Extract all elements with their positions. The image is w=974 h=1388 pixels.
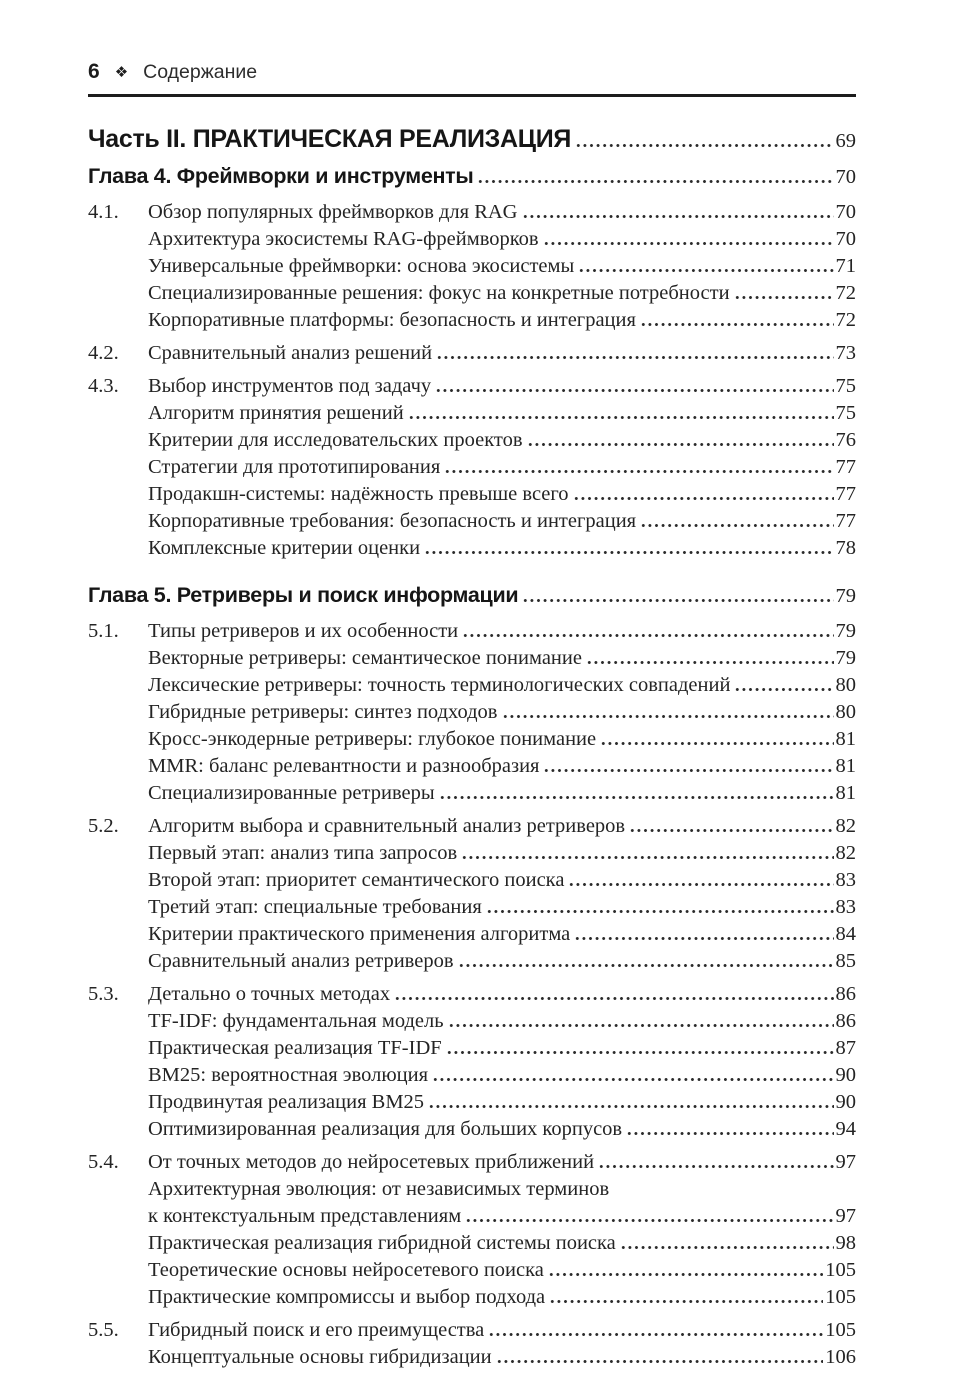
toc-entry-page: 94 <box>835 1118 856 1140</box>
dot-leader <box>734 296 834 299</box>
toc-entry <box>88 1230 856 1257</box>
toc-entry <box>88 427 856 454</box>
toc-entry-title: Продвинутая реализация BM25 <box>148 1091 425 1113</box>
toc-entry-page: 78 <box>835 537 856 559</box>
toc-entry-page: 97 <box>835 1151 856 1173</box>
toc-entry-page: 90 <box>835 1091 856 1113</box>
toc-entry-title: Часть II. ПРАКТИЧЕСКАЯ РЕАЛИЗАЦИЯ <box>88 125 572 153</box>
running-header <box>88 60 856 97</box>
toc-entry-title: Сравнительный анализ ретриверов <box>148 950 454 972</box>
toc-entry-page: 81 <box>835 782 856 804</box>
toc-entry <box>88 253 856 280</box>
toc-entry-title: Векторные ретриверы: семантическое понимание <box>148 647 582 669</box>
toc-entry-page: 69 <box>835 130 856 152</box>
toc-entry-title: Стратегии для прототипирования <box>148 456 441 478</box>
toc-entry-page: 81 <box>835 728 856 750</box>
dot-leader <box>598 1165 833 1168</box>
toc-entry-title: Второй этап: приоритет семантического поиска <box>148 869 565 891</box>
toc-entry-title: Корпоративные платформы: безопасность и интеграция <box>148 309 636 331</box>
toc-entry-page: 77 <box>835 456 856 478</box>
toc-entry-title: Теоретические основы нейросетевого поиска <box>148 1259 544 1281</box>
dot-leader <box>548 1273 823 1276</box>
toc-entry-page: 71 <box>835 255 856 277</box>
toc-entry <box>88 726 856 753</box>
toc-entry-title: Первый этап: анализ типа запросов <box>148 842 458 864</box>
page-number: 6 <box>88 60 100 83</box>
toc-entry-page: 82 <box>835 842 856 864</box>
toc-entry <box>88 645 856 672</box>
toc-entry <box>88 199 856 226</box>
toc-entry-page: 77 <box>835 483 856 505</box>
toc-entry-title: Алгоритм выбора и сравнительный анализ ретриверов <box>148 815 626 837</box>
toc-entry <box>88 1149 856 1176</box>
toc-entry-title: Лексические ретриверы: точность терминологических совпадений <box>148 674 731 696</box>
toc-entry <box>88 307 856 334</box>
toc-entry-title: Гибридный поиск и его преимущества <box>148 1319 485 1341</box>
toc-entry-number: 4.1. <box>88 201 119 223</box>
toc-entry-page: 83 <box>835 896 856 918</box>
toc-entry <box>88 699 856 726</box>
toc-entry <box>88 160 856 193</box>
dot-leader <box>488 1333 823 1336</box>
toc-entry-page: 80 <box>835 674 856 696</box>
toc-entry-title: Выбор инструментов под задачу <box>148 375 432 397</box>
dot-leader <box>448 1024 834 1027</box>
dot-leader <box>640 524 833 527</box>
toc-entry-page: 90 <box>835 1064 856 1086</box>
dot-leader <box>629 829 833 832</box>
toc-entry-page: 76 <box>835 429 856 451</box>
toc-entry-page: 86 <box>835 1010 856 1032</box>
dot-leader <box>435 389 833 392</box>
toc-entry <box>88 948 856 975</box>
toc-entry <box>88 340 856 367</box>
toc-entry-page: 106 <box>825 1346 856 1368</box>
dot-leader <box>439 796 834 799</box>
toc-entry-page: 86 <box>835 983 856 1005</box>
table-of-contents <box>88 122 856 1371</box>
toc-entry-page: 81 <box>835 755 856 777</box>
toc-entry-page: 84 <box>835 923 856 945</box>
dot-leader <box>424 551 833 554</box>
dot-leader <box>444 470 833 473</box>
toc-entry <box>88 1317 856 1344</box>
toc-entry-page: 97 <box>835 1205 856 1227</box>
toc-entry <box>88 1176 856 1203</box>
toc-entry-page: 79 <box>835 647 856 669</box>
toc-entry-title: Алгоритм принятия решений <box>148 402 404 424</box>
dot-leader <box>486 910 834 913</box>
diamond-separator-icon: ❖ <box>114 63 129 81</box>
dot-leader <box>734 688 833 691</box>
dot-leader <box>446 1051 834 1054</box>
toc-entry <box>88 981 856 1008</box>
toc-entry-page: 105 <box>825 1259 856 1281</box>
toc-entry <box>88 400 856 427</box>
toc-entry <box>88 1284 856 1311</box>
dot-leader <box>436 356 833 359</box>
dot-leader <box>522 599 833 602</box>
dot-leader <box>496 1360 824 1363</box>
dot-leader <box>465 1219 833 1222</box>
dot-leader <box>408 416 834 419</box>
dot-leader <box>620 1246 834 1249</box>
dot-leader <box>574 937 833 940</box>
toc-entry-title: Специализированные ретриверы <box>148 782 435 804</box>
dot-leader <box>432 1078 833 1081</box>
toc-entry-page: 70 <box>835 228 856 250</box>
toc-entry <box>88 1035 856 1062</box>
toc-entry-page: 73 <box>835 342 856 364</box>
toc-entry-title: От точных методов до нейросетевых приближений <box>148 1151 595 1173</box>
toc-entry <box>88 1062 856 1089</box>
toc-entry-title: Комплексные критерии оценки <box>148 537 421 559</box>
dot-leader <box>573 497 834 500</box>
toc-entry <box>88 672 856 699</box>
toc-entry-page: 79 <box>835 620 856 642</box>
toc-entry <box>88 1257 856 1284</box>
dot-leader <box>549 1300 823 1303</box>
toc-entry-number: 4.2. <box>88 342 119 364</box>
header-title: Содержание <box>143 60 258 83</box>
toc-entry <box>88 579 856 612</box>
toc-entry-title: Универсальные фреймворки: основа экосистемы <box>148 255 575 277</box>
toc-entry-title: Специализированные решения: фокус на конкретные потребности <box>148 282 730 304</box>
toc-entry-title: Практические компромиссы и выбор подхода <box>148 1286 546 1308</box>
toc-entry-title: Практическая реализация TF-IDF <box>148 1037 442 1059</box>
dot-leader <box>575 144 833 147</box>
toc-entry-number: 5.2. <box>88 815 119 837</box>
dot-leader <box>586 661 834 664</box>
toc-entry-number: 5.5. <box>88 1319 119 1341</box>
toc-entry-title: Продакшн-системы: надёжность превыше всего <box>148 483 569 505</box>
toc-entry-number: 4.3. <box>88 375 119 397</box>
toc-entry-page: 75 <box>835 402 856 424</box>
toc-entry <box>88 535 856 562</box>
toc-entry-title: Типы ретриверов и их особенности <box>148 620 459 642</box>
toc-entry-page: 72 <box>835 282 856 304</box>
toc-entry-title: Третий этап: специальные требования <box>148 896 482 918</box>
toc-entry-page: 105 <box>825 1286 856 1308</box>
dot-leader <box>640 323 834 326</box>
dot-leader <box>578 269 833 272</box>
toc-entry <box>88 921 856 948</box>
toc-entry-title: Практическая реализация гибридной системы поиска <box>148 1232 616 1254</box>
toc-entry-page: 98 <box>835 1232 856 1254</box>
dot-leader <box>568 883 833 886</box>
toc-entry <box>88 454 856 481</box>
toc-entry-title: Детально о точных методах <box>148 983 391 1005</box>
dot-leader <box>543 242 834 245</box>
toc-entry <box>88 867 856 894</box>
toc-entry-title: Архитектура экосистемы RAG-фреймворков <box>148 228 539 250</box>
toc-entry <box>88 122 856 158</box>
toc-entry <box>88 280 856 307</box>
toc-entry-page: 72 <box>835 309 856 331</box>
toc-entry <box>88 1344 856 1371</box>
toc-entry-number: 5.4. <box>88 1151 119 1173</box>
toc-entry <box>88 481 856 508</box>
toc-entry-title: Гибридные ретриверы: синтез подходов <box>148 701 498 723</box>
toc-entry-page: 85 <box>835 950 856 972</box>
toc-entry-title: MMR: баланс релевантности и разнообразия <box>148 755 540 777</box>
toc-entry-number: 5.3. <box>88 983 119 1005</box>
toc-entry <box>88 508 856 535</box>
toc-entry-page: 75 <box>835 375 856 397</box>
toc-entry-title: Архитектурная эволюция: от независимых терминов <box>148 1178 610 1200</box>
toc-entry <box>88 894 856 921</box>
toc-entry <box>88 780 856 807</box>
dot-leader <box>477 180 833 183</box>
toc-entry-title: Оптимизированная реализация для больших корпусов <box>148 1118 623 1140</box>
toc-entry-page: 83 <box>835 869 856 891</box>
toc-entry-title: Глава 4. Фреймворки и инструменты <box>88 164 474 188</box>
dot-leader <box>626 1132 833 1135</box>
toc-entry-title: Корпоративные требования: безопасность и интеграция <box>148 510 637 532</box>
toc-entry-page: 77 <box>835 510 856 532</box>
toc-entry-title: Критерии для исследовательских проектов <box>148 429 523 451</box>
toc-entry-page: 87 <box>835 1037 856 1059</box>
toc-entry-page: 105 <box>825 1319 856 1341</box>
toc-entry-page: 80 <box>835 701 856 723</box>
toc-entry <box>88 226 856 253</box>
toc-entry-title: Обзор популярных фреймворков для RAG <box>148 201 518 223</box>
toc-entry-title: к контекстуальным представлениям <box>148 1205 462 1227</box>
dot-leader <box>502 715 834 718</box>
dot-leader <box>462 634 833 637</box>
toc-entry <box>88 1089 856 1116</box>
toc-entry-page: 79 <box>835 585 856 607</box>
dot-leader <box>527 443 834 446</box>
toc-entry <box>88 1008 856 1035</box>
dot-leader <box>522 215 834 218</box>
toc-entry <box>88 373 856 400</box>
toc-entry <box>88 840 856 867</box>
toc-entry-title: BM25: вероятностная эволюция <box>148 1064 429 1086</box>
toc-entry-title: Критерии практического применения алгоритма <box>148 923 571 945</box>
toc-entry-title: Концептуальные основы гибридизации <box>148 1346 492 1368</box>
toc-entry-number: 5.1. <box>88 620 119 642</box>
toc-entry-page: 70 <box>835 166 856 188</box>
toc-entry-title: Сравнительный анализ решений <box>148 342 433 364</box>
toc-entry-title: TF-IDF: фундаментальная модель <box>148 1010 444 1032</box>
toc-entry <box>88 618 856 645</box>
dot-leader <box>394 997 833 1000</box>
toc-entry-page: 70 <box>835 201 856 223</box>
toc-entry-title: Глава 5. Ретриверы и поиск информации <box>88 583 519 607</box>
toc-entry-title: Кросс-энкодерные ретриверы: глубокое понимание <box>148 728 597 750</box>
toc-entry <box>88 753 856 780</box>
toc-entry <box>88 1203 856 1230</box>
dot-leader <box>600 742 833 745</box>
dot-leader <box>458 964 834 967</box>
toc-entry <box>88 1116 856 1143</box>
dot-leader <box>461 856 833 859</box>
toc-entry <box>88 813 856 840</box>
dot-leader <box>428 1105 833 1108</box>
toc-entry-page: 82 <box>835 815 856 837</box>
dot-leader <box>543 769 833 772</box>
